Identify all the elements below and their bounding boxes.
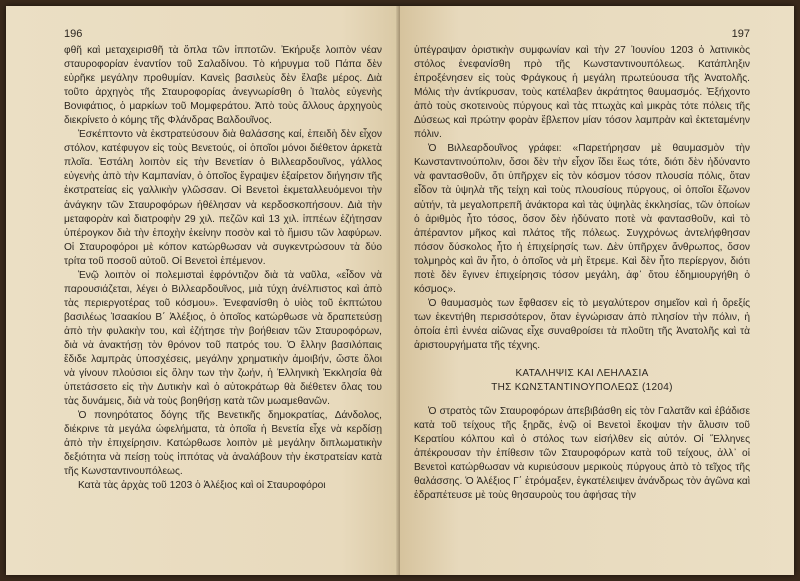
page-number: 196 (64, 28, 83, 40)
paragraph: Ὁ Βιλλεαρδουῖνος γράφει: «Παρετήρησαν μὲ θαυμασμὸν τὴν Κωνσταντινούπολιν, ὅσοι δὲν τὴν εἶχον ἴδει ἕως τότε, διότι δὲν ἠδύναντο νὰ φαντασθοῦν, ὅτι ὑπῆρχεν εἰς τὸν κόσμον τόσον πλουσία πόλις, ὅταν εἶδον τὰ ὑψηλὰ τῆς τείχη καὶ τοὺς πλουσίους πύργους, οἱ ὁποῖοι ἔζωνον αὐτήν, τὰ μεγαλοπρεπῆ ἀνάκτορα καὶ τὰς ὑψηλὰς ἐκκλησίας, τῶν ὁποίων ὁ ἀριθμὸς ἦτο τόσος, ὅσον δὲν ἠδύνατο ποτὲ νὰ φαντασθοῦν, καὶ τὸ ἀπέραντον μῆκος καὶ πλάτος τῆς πόλεως. Συγχρόνως ἀντελήφθησαν πόσον δύσκολος ἦτο ἡ ἐπιχείρησίς των. Δὲν ὑπῆρχεν ἄνθρωπος, ὅσον τολμηρὸς καὶ ἂν ἦτο, ὁ ὁποῖος νὰ μὴ ἔτρεμε. Καὶ δὲν ἦτο περίεργον, διότι ποτὲ δὲν ἔγινεν ἐπιχείρησις τόσον μεγάλη, ἀφ᾿ ὅτου ἐδημιουργήθη ὁ κόσμος». (414, 143, 750, 295)
paragraph: Ἐνῷ λοιπὸν οἱ πολεμισταὶ ἐφρόντιζον διὰ τὰ ναῦλα, «εἶδον νὰ παρουσιάζεται, λέγει ὁ Βιλλεαρδουῖνος, μιὰ τύχη ἀνέλπιστος καὶ ἀπὸ τὰς περιεργοτέρας τοῦ κόσμου». Ἐνεφανίσθη ὁ υἱὸς τοῦ ἐκπτώτου βασιλέως Ἰσαακίου Β΄ Ἀλέξιος, ὁ ὁποῖος κατώρθωσε νὰ δραπετεύσῃ ἀπὸ τὴν φυλακὴν του, καὶ ἐζήτησε τὴν βοήθειαν τῶν Σταυροφόρων, διὰ νὰ ἀνακτήσῃ τὸν θρόνον τοῦ πατρός του. Ὁ ἔλλην βασιλόπαις ἔδιδε λαμπρὰς ὑποσχέσεις, μεγάλην χρηματικὴν ἀμοιβήν, ὥστε ὅλοι νὰ γίνουν πλούσιοι εἰς ὅλην των τὴν ζωήν, ἡ Ἑλληνικὴ Ἐκκλησία θὰ ὑπετάσσετο εἰς τὴν Δυτικὴν καὶ ὁ αὐτοκράτωρ θὰ διέθετεν ὅλας του τὰς δυνάμεις, διὰ νὰ τοὺς βοηθήσῃ κατὰ τῶν μωαμεθανῶν. (64, 269, 382, 408)
page-body (64, 44, 382, 494)
section-heading-line: ΚΑΤΑΛΗΨΙΣ ΚΑΙ ΛΕΗΛΑΣΙΑ (515, 368, 649, 380)
section-heading (414, 367, 750, 395)
paragraph: Κατὰ τὰς ἀρχὰς τοῦ 1203 ὁ Ἀλέξιος καὶ οἱ Σταυροφόροι (78, 480, 326, 492)
paragraph: Ἐσκέπτοντο νὰ ἐκστρατεύσουν διὰ θαλάσσης καί, ἐπειδὴ δὲν εἶχον στόλον, κατέφυγον εἰς τοὺς Βενετούς, οἱ ὁποῖοι μόνοι διέθετον ἀρκετὰ πλοῖα. Ἐστάλη λοιπὸν εἰς τὴν Βενετίαν ὁ Βιλλεαρδουῖνος, γάλλος εὐγενὴς ἀπὸ τὴν Καμπανίαν, ὁ ὁποῖος ἔγραψεν ἐξαίρετον διήγησιν τῆς ἐκστρατείας εἰς γαλλικὴν γλῶσσαν. Οἱ Βενετοὶ ἐκμεταλλευόμενοι τὴν ἀνάγκην τῶν Σταυροφόρων ἠθέλησαν νὰ κερδοσκοπήσουν. Διὰ τὴν μεταφορὰν καὶ διατροφὴν 29 χιλ. πεζῶν καὶ 13 χιλ. ἱππέων ἐζήτησαν ὑπέρογκον διὰ τὴν ἐποχὴν ἐκείνην ποσὸν καὶ τὸ ἥμισυ τῶν λαφύρων. Οἱ Σταυροφόροι μὲ κόπον κατώρθωσαν νὰ συγκεντρώσουν τὰ δύο τρίτα τοῦ ποσοῦ αὐτοῦ. Οἱ Βενετοὶ ἐπέμενον. (64, 129, 382, 267)
page-number: 197 (731, 28, 750, 40)
paragraph: Ὁ στρατὸς τῶν Σταυροφόρων ἀπεβιβάσθη εἰς τὸν Γαλατᾶν καὶ ἐβάδισε κατὰ τοῦ τείχους τῆς ξηρᾶς, ἐνῷ οἱ Βενετοὶ ἔκοψαν τὴν ἅλυσιν τοῦ Κερατίου κόλπου καὶ ὁ στόλος των εἰσήλθεν εἰς αὐτόν. Οἱ Ἕλληνες ἀπέκρουσαν τὴν ἐπίθεσιν τῶν Σταυροφόρων κατὰ τοῦ τείχους, ἀλλ᾿ οἱ Βενετοὶ κατώρθωσαν νὰ κυριεύσουν μερικοὺς πύργους ἀπὸ τὸ τεῖχος τῆς θαλάσσης. Ὁ Ἀλέξιος Γ΄ ἐτρόμαξεν, ἐγκατέλειψεν ἀνάνδρως τὸν ἀγῶνα καὶ ἐδραπέτευσε μὲ τοὺς θησαυροὺς του ἀφήσας τὴν (414, 406, 750, 502)
right-page (400, 6, 794, 575)
paragraph: Ὁ πονηρότατος δόγης τῆς Βενετικῆς δημοκρατίας, Δάνδολος, διέκρινε τὰ μεγάλα ὠφελήματα, τὰ ὁποῖα ἡ Βενετία εἶχε νὰ κερδίσῃ ἀπὸ τὴν ἐπιχείρησιν. Κατώρθωσε λοιπὸν μὲ μεγάλην διπλωματικὴν δεξιότητα νὰ πείσῃ τοὺς ἱππότας νὰ ἀναλάβουν τὴν ἐκστρατείαν κατὰ τῆς Κωνσταντινουπόλεως. (64, 410, 382, 478)
left-page (6, 6, 400, 575)
paragraph: φθῆ καὶ μεταχειρισθῆ τὰ ὅπλα τῶν ἱπποτῶν. Ἐκήρυξε λοιπὸν νέαν σταυροφορίαν ἐναντίον τοῦ Σαλαδίνου. Τὸ κήρυγμα τοῦ Πάπα δὲν εὑρῆκε μεγάλην προθυμίαν. Κανεὶς βασιλεὺς δὲν ἔλαβε μέρος. Διὰ τοῦτο ἀρχηγὸς τῆς Σταυροφορίας ἀνεγνωρίσθη ὁ Ἰταλὸς εὐγενὴς Βονιφάτιος, ὁ μαρκίων τοῦ Μομφεράτου. Ἀπὸ τοὺς ἄλλους ἀρχηγοὺς διεκρίνετο ὁ κόμης τῆς Φλάνδρας Βαλδουῖνος. (64, 45, 382, 127)
paragraph: ὑπέγραψαν ὁριστικὴν συμφωνίαν καὶ τὴν 27 Ἰουνίου 1203 ὁ λατινικὸς στόλος ἐνεφανίσθη πρὸ τῆς Κωνσταντινουπόλεως. Κατάπληξιν ἐπροξένησεν εἰς τοὺς Φράγκους ἡ μεγάλη πρωτεύουσα τῆς Ἀνατολῆς. Μόλις τὴν ἀντίκρυσαν, τοὺς κατέλαβεν ἀκράτητος θαυμασμός. Ἐξήχοντο ἀπὸ τοὺς σκοτεινοὺς πύργους καὶ τὰς πτωχὰς καὶ μικρὰς τότε πόλεις τῆς Δύσεως καὶ πρώτην φορὰν ἔβλεπον μίαν τόσον λαμπρὰν καὶ ἐκτεταμένην πόλιν. (414, 45, 750, 141)
page-body (414, 44, 750, 503)
section-heading-line: ΤΗΣ ΚΩΝΣΤΑΝΤΙΝΟΥΠΟΛΕΩΣ (1204) (491, 382, 673, 394)
paragraph: Ὁ θαυμασμὸς των ἔφθασεν εἰς τὸ μεγαλύτερον σημεῖον καὶ ἡ ὄρεξίς των ἐκεντήθη περισσότερον, ὅταν ἐγνώρισαν ἀπὸ πλησίον τὴν πόλιν, ἡ ὁποία ἐπὶ ἐννέα αἰῶνας εἶχε συναθροίσει τὰ πλοῦτη τῆς Ἀνατολῆς καὶ τὰ ἀριστουργήματα τῆς τέχνης. (414, 297, 750, 351)
book-spread (6, 6, 794, 575)
